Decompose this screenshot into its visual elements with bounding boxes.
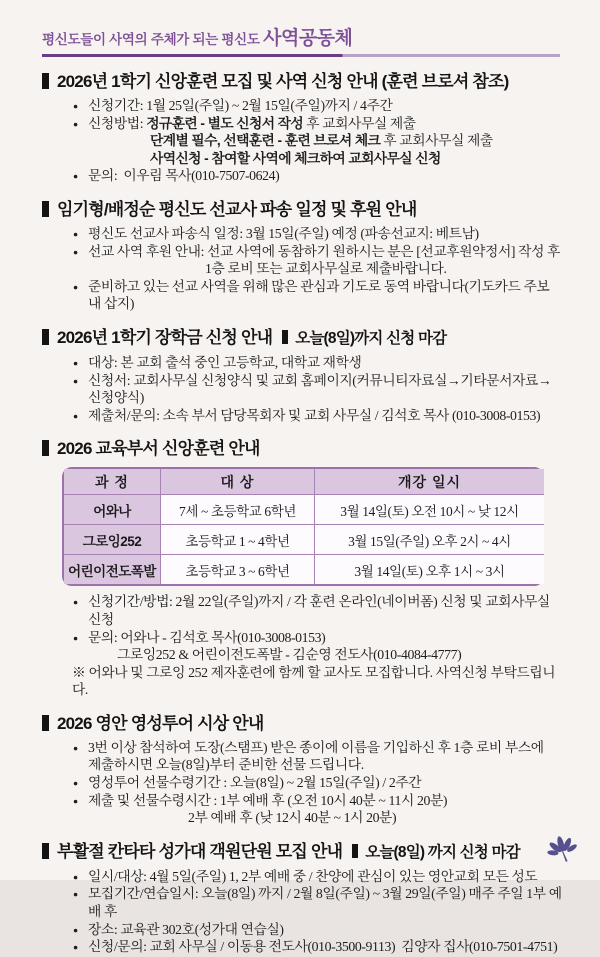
table-row — [64, 555, 544, 585]
continuation-line — [42, 809, 562, 827]
table-cell-target: 7세 ~ 초등학교 6학년 — [161, 495, 315, 525]
bullet-line — [42, 115, 562, 133]
section-marker-bar — [42, 715, 49, 731]
bullet-text: 2부 예배 후 (낮 12시 40분 ~ 1시 20분) — [188, 810, 397, 826]
header-underline — [42, 54, 560, 57]
bullet-text: 그로잉252 & 어린이전도폭발 - 김순영 전도사(010-4084-4777) — [117, 647, 462, 663]
bullet-line — [42, 739, 562, 757]
bullet-text: 준비하고 있는 선교 사역을 위해 많은 관심과 기도로 동역 바랍니다(기도카드 주보 내 삽지) — [88, 278, 553, 312]
section-spiritual-tour-award — [42, 712, 562, 827]
bullet-line — [42, 774, 562, 792]
section-title-text: 2026 영안 영성투어 시상 안내 — [57, 713, 264, 733]
section-marker-bar — [42, 440, 49, 456]
bullet-text: 3번 이상 참석하여 도장(스탬프) 받은 종이에 이름을 기입하신 후 1층 로비 부스에 — [88, 739, 544, 755]
bullet-text-bold: 정규훈련 - 별도 신청서 작성 — [146, 115, 304, 131]
table-header-target: 대 상 — [161, 469, 315, 495]
section-title-text: 임기형/배정순 평신도 선교사 파송 일정 및 후원 안내 — [57, 199, 417, 219]
bullet-text: 후 교회사무실 제출 — [380, 133, 493, 149]
bullet-line — [42, 372, 562, 407]
bullet-line — [42, 868, 562, 886]
table-cell-schedule: 3월 14일(토) 오후 1시 ~ 3시 — [315, 555, 545, 585]
section-training-signup — [42, 70, 562, 185]
note-text: ※ 어와나 및 그로잉 252 제자훈련에 함께 할 교사도 모집합니다. 사역신청 부탁드립니다. — [72, 664, 556, 698]
table-cell-course: 그로잉252 — [64, 525, 161, 555]
section-scholarship — [42, 326, 562, 424]
section-title — [42, 326, 562, 351]
bullet-text: 제출하시면 오늘(8일)부터 준비한 선물 드립니다. — [88, 757, 364, 773]
table-cell-target: 초등학교 3 ~ 6학년 — [161, 555, 315, 585]
bullet-line — [42, 167, 562, 185]
bullet-text: 신청/문의: 교회 사무실 / 이동용 전도사(010-3500-9113) 김양자 집사(010-7501-4751) — [88, 939, 558, 955]
table-header-course: 과 정 — [64, 469, 161, 495]
table-row — [64, 525, 544, 555]
section-title — [42, 70, 562, 94]
continuation-line — [42, 132, 562, 150]
bullet-text: 제출 및 선물수령시간 : 1부 예배 후 (오전 10시 40분 ~ 11시 20분) — [88, 792, 448, 808]
table-cell-course: 어린이전도폭발 — [64, 555, 161, 585]
section-marker-bar — [42, 843, 49, 859]
bullet-line — [42, 243, 562, 261]
bullet-text: 신청기간: 1월 25일(주일) ~ 2월 15일(주일)까지 / 4주간 — [88, 98, 393, 113]
table-row — [64, 495, 544, 525]
bullet-line — [42, 97, 562, 115]
section-title — [42, 437, 562, 461]
deadline-text: 오늘(8일) 까지 신청 마감 — [365, 843, 520, 861]
section-missionary-sending — [42, 198, 562, 313]
training-table-frame — [62, 467, 544, 586]
bullet-text: 문의: 어와나 - 김석호 목사(010-3008-0153) — [88, 629, 326, 645]
page-header — [42, 28, 562, 57]
deadline-marker-bar — [352, 844, 358, 858]
bullet-line — [42, 921, 562, 939]
continuation-line — [42, 646, 562, 664]
deadline-text: 오늘(8일)까지 신청 마감 — [295, 329, 447, 347]
section-title-text: 2026 교육부서 신앙훈련 안내 — [57, 439, 260, 459]
table-cell-target: 초등학교 1 ~ 4학년 — [161, 525, 315, 555]
note-line — [42, 664, 562, 699]
bullet-line — [42, 407, 562, 425]
section-title-text: 2026년 1학기 신앙훈련 모집 및 사역 신청 안내 (훈련 브로셔 참조) — [57, 72, 509, 91]
bullet-line — [42, 792, 562, 810]
bullet-text: 1층 로비 또는 교회사무실로 제출바랍니다. — [205, 261, 447, 277]
section-title — [42, 840, 562, 865]
table-header-schedule: 개강 일시 — [315, 469, 545, 495]
bullet-text-bold: 사역신청 - 참여할 사역에 체크하여 교회사무실 신청 — [150, 150, 441, 166]
bullet-text: 영성투어 선물수령기간 : 오늘(8일) ~ 2월 15일(주일) / 2주간 — [88, 775, 422, 791]
section-title-text: 부활절 칸타타 성가대 객원단원 모집 안내 — [57, 841, 343, 861]
table-cell-schedule: 3월 15일(주일) 오후 2시 ~ 4시 — [315, 525, 545, 555]
bullet-text: 신청기간/방법: 2월 22일(주일)까지 / 각 훈련 온라인(네이버폼) 신청 및 교회사무실 신청 — [88, 594, 553, 627]
header-tagline — [42, 28, 562, 51]
continuation-line — [42, 260, 562, 278]
continuation-line — [42, 756, 562, 774]
bullet-line — [42, 629, 562, 647]
bullet-text: 제출처/문의: 소속 부서 담당목회자 및 교회 사무실 / 김석호 목사 (010-3008-0153) — [88, 407, 541, 423]
bullet-line — [42, 593, 562, 628]
section-title — [42, 712, 562, 736]
table-cell-schedule: 3월 14일(토) 오전 10시 ~ 낮 12시 — [315, 495, 545, 525]
section-title-text: 2026년 1학기 장학금 신청 안내 — [57, 327, 273, 347]
bullet-text: 신청서: 교회사무실 신청양식 및 교회 홈페이지(커뮤니티자료실→기타문서자료→신청양식) — [88, 372, 552, 406]
bullet-text: 후 교회사무실 제출 — [303, 115, 416, 131]
bullet-line — [42, 354, 562, 372]
bullet-line — [42, 225, 562, 243]
bullet-text: 평신도 선교사 파송식 일정: 3월 15일(주일) 예정 (파송선교지: 베트남) — [88, 225, 479, 241]
bullet-text: 문의: 이우림 목사(010-7507-0624) — [88, 168, 280, 184]
bullet-line — [42, 278, 562, 313]
section-title — [42, 198, 562, 222]
section-education-training — [42, 437, 562, 699]
table-header-row — [64, 469, 544, 495]
bullet-text: 대상: 본 교회 출석 중인 고등학교, 대학교 재학생 — [88, 354, 362, 370]
bullet-text: 모집기간/연습일시: 오늘(8일) 까지 / 2월 8일(주일) ~ 3월 29일(주일) 매주 주일 1부 예배 후 — [88, 886, 562, 920]
bullet-text: 신청방법: — [88, 115, 147, 131]
bullet-line — [42, 885, 562, 920]
bullet-text: 선교 사역 후원 안내: 선교 사역에 동참하기 원하시는 분은 [선교후원약정서] 작성 후 — [88, 243, 560, 259]
table-cell-course: 어와나 — [64, 495, 161, 525]
training-table — [64, 469, 544, 584]
section-easter-cantata-choir — [42, 840, 562, 956]
bullet-text-bold: 단계별 필수, 선택훈련 - 훈련 브로셔 체크 — [150, 133, 381, 149]
section-marker-bar — [42, 73, 49, 89]
bullet-text: 장소: 교육관 302호(성가대 연습실) — [88, 921, 284, 937]
flower-icon — [548, 832, 578, 866]
tagline-prefix: 평신도들이 사역의 주체가 되는 평신도 — [42, 32, 264, 47]
section-marker-bar — [42, 329, 49, 345]
deadline-marker-bar — [282, 330, 288, 344]
bullet-text: 일시/대상: 4월 5일(주일) 1, 2부 예배 중 / 찬양에 관심이 있는 영안교회 모든 성도 — [88, 868, 538, 884]
section-marker-bar — [42, 201, 49, 217]
continuation-line — [42, 150, 562, 168]
bullet-line — [42, 938, 562, 956]
tagline-brand: 사역공동체 — [263, 28, 353, 49]
